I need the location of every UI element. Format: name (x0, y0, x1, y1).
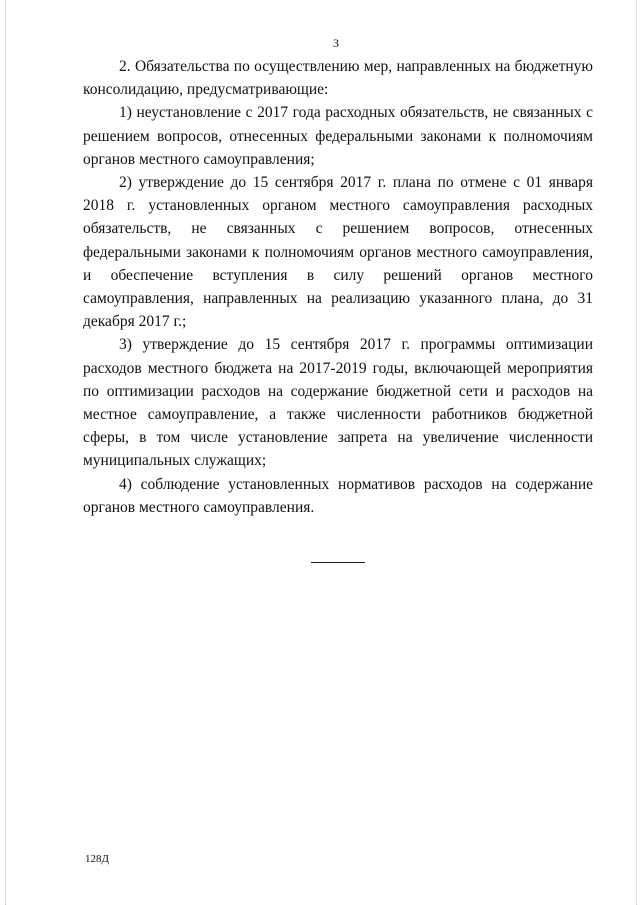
page-number: 3 (333, 36, 339, 50)
paragraph-obligations-heading: 2. Обязательства по осуществлению мер, направленных на бюджетную консолидацию, предусматривающие: (83, 58, 593, 99)
paragraph-item-3: 3) утверждение до 15 сентября 2017 г. программы оптимизации расходов местного бюджета на 2017-2019 годы, включающей мероприятия по оптимизации расходов на содержание бюджетной сети и расходов на местное самоуправление, а также численности работников бюджетной сферы, в том числе установление запрета на увеличение численности муниципальных служащих; (83, 336, 593, 470)
paragraph-item-2: 2) утверждение до 15 сентября 2017 г. плана по отмене с 01 января 2018 г. установленных органом местного самоуправления расходных обязательств, не связанных с решением вопросов, отнесенных федеральными законами к полномочиям органов местного самоуправления, и обеспечение вступления в силу решений органов местного самоуправления, направленных на реализацию указанного плана, до 31 декабря 2017 г.; (83, 174, 593, 331)
paragraph-item-4: 4) соблюдение установленных нормативов расходов на содержание органов местного самоуправления. (83, 475, 593, 516)
footer-code: 128Д (85, 853, 110, 865)
scan-edge-left (5, 0, 6, 905)
document-body (83, 55, 593, 519)
scan-edge-right (636, 0, 637, 905)
end-divider-line (311, 562, 365, 563)
paragraph-item-1: 1) неустановление с 2017 года расходных обязательств, не связанных с решением вопросов, отнесенных федеральными законами к полномочиям органов местного самоуправления; (83, 104, 593, 168)
